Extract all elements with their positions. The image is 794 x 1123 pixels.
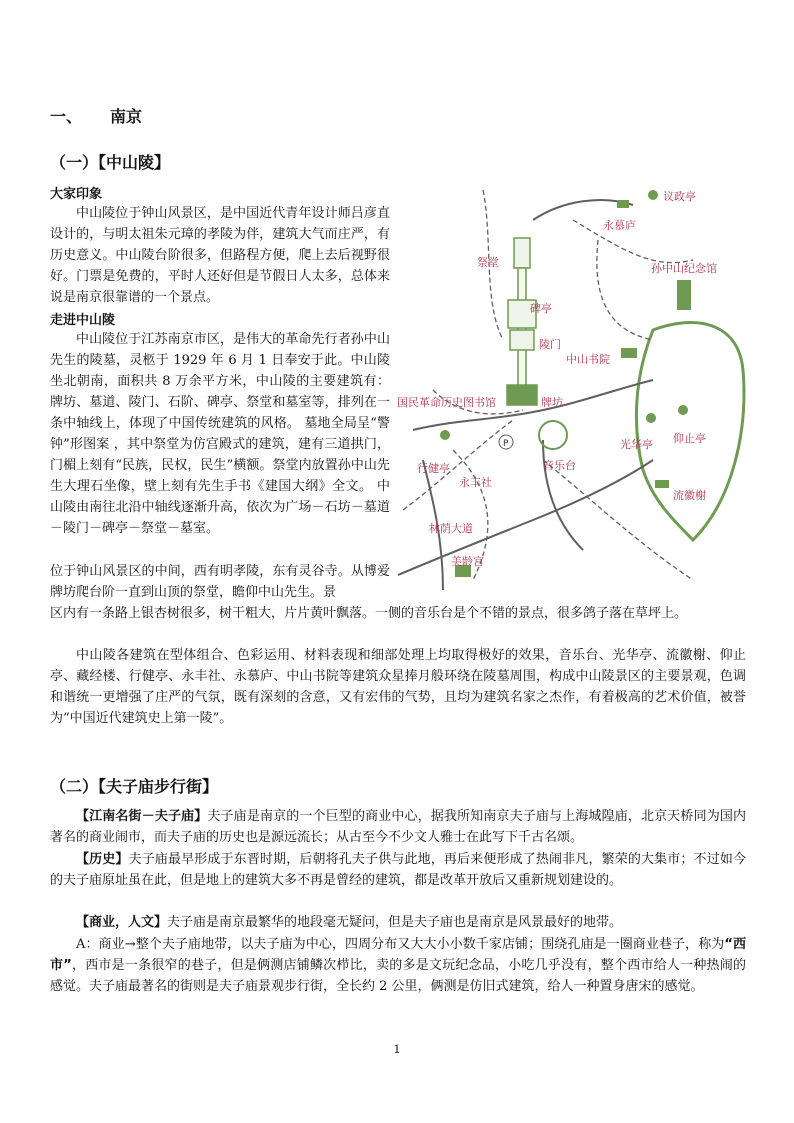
fuzi-paragraph-1: 【江南名街－夫子庙】夫子庙是南京的一个巨型的商业中心，据我所知南京夫子庙与上海城隍庙，北京天桥同为国内著名的商业闹市，而夫子庙的历史也是源远流长；从古至今不少文人雅士在此写下千古名颂。 [50,809,746,845]
architecture-paragraph: 中山陵各建筑在型体组合、色彩运用、材料表现和细部处理上均取得极好的效果，音乐台、光华亭、流徽榭、仰止亭、藏经楼、行健亭、永丰社、永慕庐、中山书院等建筑众星捧月般环绕在陵墓周围，构成中山陵景区的主要景观，色调和谐统一更增强了庄严的气氛，既有深刻的含意，又有宏伟的气势，且均为建筑名家之杰作，有着极高的艺术价值，被誉为“中国近代建筑史上第一陵”。 [50,648,746,726]
fuzi-paragraph-4: A：商业→整个夫子庙地带，以夫子庙为中心，四周分布又大大小小数千家店铺；围绕孔庙是一圈商业巷子，称为“西市”，西市是一条很窄的巷子，但是俩测店铺鳞次栉比，卖的多是文玩纪念品，小吃几乎没有，整个西市给人一种热闹的感觉。夫子庙最著名的街则是夫子庙景观步行街，全长约 2 公里，俩测是仿旧式建筑，给人一种置身唐宋的感觉。 [50,937,746,994]
map-label-jitang: 祭堂 [477,256,499,269]
map-label-paifang: 牌坊 [541,396,563,409]
map-label-yongmu: 永慕庐 [603,219,636,232]
memorial-hall-icon [677,280,691,310]
map-label-yangzhi: 仰止亭 [673,432,706,445]
location-paragraph-part2: 区内有一条路上银杏树很多，树干粗大，片片黄叶飘落。一侧的音乐台是个不错的景点，很多鸽子落在草坪上。 [50,606,688,621]
map-label-guanghua: 光华亭 [620,438,653,451]
map-label-shuyuan: 中山书院 [566,353,610,366]
jitang-building [514,238,530,268]
map-label-meiling: 美龄宫 [451,555,484,568]
map-label-beiting: 碑亭 [530,302,552,315]
section-heading [50,104,142,127]
xingjian-pavilion-icon [440,430,450,440]
fuzi-label-2: 【历史】 [76,852,129,867]
yangzhi-pavilion-icon [678,405,688,415]
fuzi-label-3: 【商业，人文】 [76,915,168,930]
lingmen-building [510,330,534,350]
yongmu-icon [617,200,629,208]
map-label-liuhui: 流徽榭 [673,489,706,502]
paifang-building [507,385,537,405]
map-label-memorial: 孙中山纪念馆 [651,262,717,275]
map-label-yinyue: 音乐台 [543,459,576,472]
page-number: 1 [393,1043,401,1056]
enter-heading: 走进中山陵 [50,313,116,328]
map-path [543,460,693,580]
map-label-lingmen: 陵门 [539,338,561,351]
map-path [597,240,653,340]
yizheng-pavilion-icon [648,190,658,200]
map-label-yongfeng: 永丰社 [459,476,492,489]
enter-paragraph: 中山陵位于江苏南京市区，是伟大的革命先行者孙中山先生的陵墓，灵柩于 1929 年 6 月 1 日奉安于此。中山陵坐北朝南，面积共 8 万余平方米，中山陵的主要建筑有：牌坊、墓道、陵门、石阶、碑亭、祭堂和墓室等，排列在一条中轴线上，体现了中国传统建筑的风格。 墓地全局呈“警钟”形图案 ，其中祭堂为仿宫殿式的建筑，建有三道拱门，门楣上刻有“民族，民权，民生”横额。祭堂内放置孙中山先生大理石坐像，壁上刻有先生手书《建国大纲》全文。 中山陵由南往北沿中轴线逐渐升高，依次为广场－石坊－墓道－陵门－碑亭－祭堂－墓室。 [50,332,390,536]
map-road [543,440,583,550]
map-label-xingjian: 行健亭 [417,462,450,475]
section-title: 南京 [110,107,143,126]
guanghua-pavilion-icon [646,413,656,423]
impression-heading: 大家印象 [50,187,103,202]
zhongshanling-map [393,180,750,598]
liuhui-icon [655,480,669,488]
section-number: 一、 [50,107,83,126]
shuyuan-icon [621,348,637,358]
map-label-yizheng: 议政亭 [663,190,696,203]
fuzi-paragraph-2: 【历史】夫子庙最早形成于东晋时期，后朝将孔夫子供与此地，再后来便形成了热闹非凡，繁荣的大集市；不过如今的夫子庙原址虽在此，但是地上的建筑大多不再是曾经的建筑，都是改革开放后又重新规划建设的。 [50,852,746,888]
map-label-linyin: 林荫大道 [429,522,473,535]
music-stage-icon [539,421,567,449]
impression-paragraph: 中山陵位于钟山风景区，是中国近代青年设计师吕彦直设计的，与明太祖朱元璋的孝陵为伴，建筑大气而庄严，有历史意义。中山陵台阶很多，但路程方便，爬上去后视野很好。门票是免费的，平时人还好但是节假日人太多，总体来说是南京很靠谱的一个景点。 [50,206,390,305]
xishi-term: “西市” [50,937,746,973]
location-paragraph-part1: 位于钟山风景区的中间，西有明孝陵，东有灵谷寺。从博爱牌坊爬台阶一直到山顶的祭堂，瞻仰中山先生。景 [50,564,390,600]
map-label-library: 国民革命历史图书馆 [397,396,496,409]
subsection-title-fuzimiao: （二）【夫子庙步行街】 [50,777,219,796]
fuzi-label-1: 【江南名街－夫子庙】 [76,809,208,824]
map-label-parking: P [503,439,509,449]
fuzi-paragraph-3: 【商业，人文】夫子庙是南京最繁华的地段毫无疑问，但是夫子庙也是南京是风景最好的地带。 [76,915,623,930]
subsection-title-zhongshanling: （一）【中山陵】 [50,153,171,172]
